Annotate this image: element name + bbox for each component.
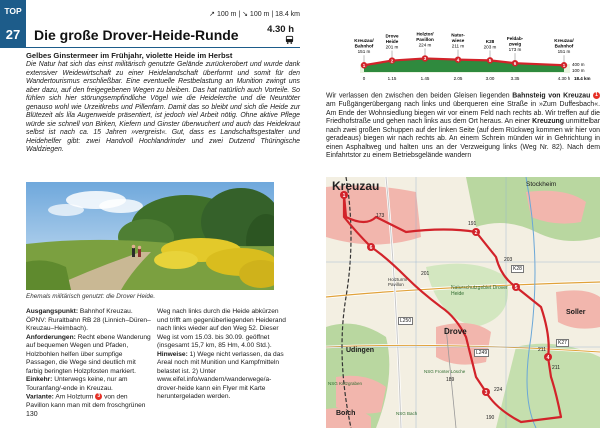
height-211b: 211	[552, 365, 560, 371]
info-notes: Hinweise: 1) Wege nicht verlassen, da das Areal noch mit Munition und Kampfmitteln belastet ist. 2) Unter www.eifel.info/wandern/wanderwege/a-drover-heide kann ein Flyer mit Karte heruntergeladen werden.	[157, 350, 284, 400]
waypoint-marker-5	[512, 283, 520, 291]
map-label-l249: L249	[476, 350, 488, 356]
waypoint-marker-2	[472, 228, 480, 236]
tour-stats: ↗ 100 m | ↘ 100 m | 18.4 km	[209, 11, 300, 18]
svg-text:1: 1	[362, 63, 366, 69]
tour-title: Die große Drover-Heide-Runde	[34, 27, 239, 43]
svg-text:5: 5	[488, 58, 492, 64]
profile-waypoint-2	[389, 57, 395, 63]
height-190: 190	[486, 415, 495, 421]
heath-photo	[26, 182, 274, 290]
profile-label: K28 203 m	[483, 38, 497, 50]
map-label-stockheim: Stockheim	[526, 181, 557, 188]
height-211: 211	[538, 347, 546, 353]
svg-text:5: 5	[514, 285, 518, 291]
svg-text:3: 3	[484, 390, 488, 396]
waypoint-marker-6	[367, 243, 375, 251]
waypoint-badge: 1	[593, 92, 600, 99]
height-189: 189	[446, 377, 455, 383]
profile-waypoint-1	[561, 62, 567, 68]
info-column-1	[26, 308, 151, 410]
elevation-profile	[330, 26, 600, 88]
svg-text:4: 4	[456, 57, 460, 63]
map-label-boich: Boich	[336, 410, 356, 417]
photo-caption: Ehemals militärisch genutzt: die Drover Heide.	[26, 293, 156, 300]
intro-heading: Gelbes Ginstermeer im Frühjahr, violette Heide im Herbst	[26, 51, 233, 60]
waypoint-badge: 3	[95, 393, 102, 400]
profile-time: 1.45	[420, 76, 430, 81]
info-start: Ausgangspunkt: Bahnhof Kreuzau. ÖPNV: Ruraltbahn RB 28 (Linnich–Düren–Kreuzau–Heimbach).	[26, 308, 151, 332]
profile-label: Holztor/ Pavillon 224 m	[416, 31, 434, 48]
info-requirements: Anforderungen: Recht ebene Wanderung auf bequemen Wegen und Pfaden, Holzbohlen helfen über sumpfige Passagen, die Wege sind deutlich mit farbig beringten Holzpfosten markiert.	[26, 333, 151, 375]
tour-number: 27	[0, 22, 26, 48]
page-number: 130	[26, 411, 38, 418]
height-191: 191	[468, 221, 477, 227]
tour-duration: 4.30 h	[267, 24, 294, 35]
profile-label: Kreuzau/ Bahnhof 151 m	[554, 38, 574, 55]
route-map[interactable]	[326, 177, 600, 428]
profile-label: Natur-wiese 211 m	[451, 32, 465, 49]
profile-time: 2.05	[453, 76, 463, 81]
bus-icon	[285, 35, 294, 44]
profile-label: Kreuzau/ Bahnhof 151 m	[354, 38, 374, 55]
svg-text:3: 3	[423, 56, 427, 62]
profile-waypoint-3	[422, 55, 428, 61]
map-label-nsg-drove: Naturschutzgebiet Drover Heide	[451, 285, 508, 297]
map-label-k27: K27	[558, 340, 567, 346]
profile-waypoint-5	[487, 57, 493, 63]
info-refreshment: Einkehr: Unterwegs keine, nur am Touranfang/-ende in Kreuzau.	[26, 376, 128, 392]
svg-text:2: 2	[474, 230, 478, 236]
profile-label: Drove Heide 201 m	[385, 33, 399, 50]
height-173: 173	[376, 213, 385, 219]
svg-text:1: 1	[342, 193, 346, 199]
map-label-kreuzau: Kreuzau	[332, 179, 380, 193]
map-label-nsg-bach: NSG Bach	[396, 411, 418, 416]
svg-text:4: 4	[546, 355, 550, 361]
profile-time: 0	[362, 76, 366, 81]
map-label-drove: Drove	[444, 327, 467, 336]
profile-time: 4.30 h	[557, 76, 571, 81]
map-label-soller: Soller	[566, 309, 586, 316]
info-column-2	[157, 308, 287, 402]
waypoint-marker-3	[482, 388, 490, 396]
svg-text:100 m: 100 m	[572, 68, 585, 73]
profile-waypoint-6	[512, 60, 518, 66]
map-label-l250: L250	[400, 318, 412, 324]
svg-text:1: 1	[562, 63, 566, 69]
svg-text:18.4 km: 18.4 km	[574, 76, 591, 81]
intro-section	[26, 52, 300, 154]
map-label-k28: K28	[513, 266, 522, 272]
info-variant: Variante: Am Holzturm 3 von den Pavillon kann man mit dem froschgrünen	[26, 393, 146, 409]
height-203: 203	[504, 257, 513, 263]
info-variant-cont: Weg nach links durch die Heide abkürzen und trifft am gegenüberliegenden Heiderand nach links wieder auf den Weg 52. Dieser Weg ist vom 15.03. bis 30.09. geöffnet (insgesamt 15,7 km, 85 Hm, 4.00 Std.).	[157, 308, 286, 349]
svg-text:400 m: 400 m	[572, 62, 585, 67]
profile-time: 3.00	[485, 76, 495, 81]
route-description: Wir verlassen den zwischen den beiden Gleisen liegenden Bahnsteig von Kreuzau 1 am Fußgängerübergang nach links und überqueren eine Straße in »Zum Duffesbach«. Am Ende der Wohnsiedlung biegen wir vor einem Feld nach rechts ab. Wir treffen auf die Friedhofstraße und gehen nach links aus dem Ort heraus. An einer Kreuzung unmittelbar nach zwei großen Schuppen auf der linken Seite (auf dem Rückweg kommen wir hier von geradeaus) biegen wir nach rechts ab. An einem Schrein münden wir in Gehrichtung in einen Asphaltweg und halten uns an der Verzweigung links (Weg Nr. 82). Nach dem Einfahrtstor zu einem Betriebsgelände wandern	[326, 92, 600, 160]
waypoint-marker-4	[544, 353, 552, 361]
map-label-udingen: Udingen	[346, 347, 374, 354]
svg-text:6: 6	[513, 60, 517, 66]
top-badge: TOP	[0, 0, 26, 22]
intro-body: Die Natur hat sich das einst militärisch genutzte Gelände zurückerobert und wurde dank extensiver Weidewirtschaft zu einer Heidelandschaft überformt und somit für den Wandertourismus erschließbar. Eine eventuelle Restbelastung an Munition zwingt uns aber dazu, auf den freigegebenen Wegen zu bleiben. Das hat natürlich auch Vorteile. So fühlen sich hier störungsempfindliche Vögel wie die Heidelerche und die Neuntöter genauso wohl wie Urzeitkrebs und Pillenfarn. Damit das so bleibt und sich die Heide zur Blütezeit als lila Augenweide präsentiert, ist jedoch viel Arbeit nötig. Ohne aktive Pflege würde sie schnell von Birken, Kiefern und Ginster überwuchert und auch das Heidekraut selbst ist nach ca. 15 Jahren »vergreist«. Gut, dass es Landschaftsgestalter und Heidehelfer gibt: zwei Handvoll Hochlandrinder und zwei Dutzend Thüringische Waldziegen.	[26, 61, 300, 153]
height-224: 224	[494, 387, 503, 393]
map-label-nsg-kutz: NSG Kutzgraben	[328, 381, 363, 386]
svg-text:2: 2	[390, 58, 394, 64]
profile-label: Feldab-zweig 173 m	[506, 36, 524, 53]
map-label-nsg-fronter: NSG Fronter Lösche	[424, 369, 466, 374]
profile-time: 3.35	[510, 76, 520, 81]
profile-time: 1.15	[387, 76, 397, 81]
title-bar	[0, 22, 300, 48]
map-label-holzturm: Holzturm/ Pavillon	[388, 277, 408, 287]
height-201: 201	[421, 271, 430, 277]
profile-waypoint-4	[455, 56, 461, 62]
svg-text:6: 6	[369, 245, 373, 251]
profile-waypoint-1	[361, 62, 367, 68]
